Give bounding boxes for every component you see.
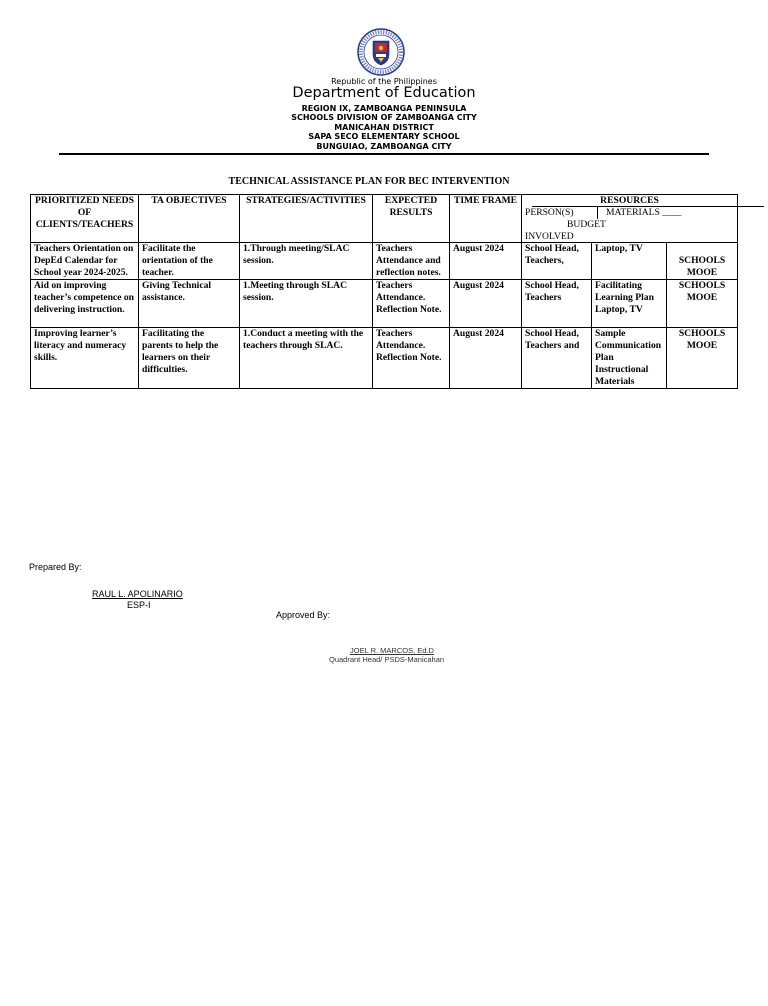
approver-name: JOEL R. MARCOS, Ed.D (350, 646, 434, 655)
cell-time: August 2024 (450, 328, 522, 389)
table-row (31, 328, 738, 389)
cell-expected: Teachers Attendance and reflection notes. (373, 243, 450, 280)
table-row (31, 243, 738, 280)
cell-strategies: 1.Meeting through SLAC session. (240, 280, 373, 328)
header-expected: EXPECTED RESULTS (373, 195, 450, 243)
cell-strategies: 1.Through meeting/SLAC session. (240, 243, 373, 280)
cell-time: August 2024 (450, 243, 522, 280)
cell-objectives: Facilitate the orientation of the teacher. (139, 243, 240, 280)
address-line: BUNGUIAO, ZAMBOANGA CITY (316, 142, 452, 151)
cell-time: August 2024 (450, 280, 522, 328)
cell-objectives: Giving Technical assistance. (139, 280, 240, 328)
table-row (31, 280, 738, 328)
cell-objectives: Facilitating the parents to help the learners on their difficulties. (139, 328, 240, 389)
cell-strategies: 1.Conduct a meeting with the teachers through SLAC. (240, 328, 373, 389)
region-line: REGION IX, ZAMBOANGA PENINSULA (301, 104, 467, 113)
cell-materials: Facilitating Learning Plan Laptop, TV (592, 280, 667, 328)
school-line: SAPA SECO ELEMENTARY SCHOOL (308, 132, 460, 141)
department-name: Department of Education (292, 85, 476, 101)
cell-needs: Teachers Orientation on DepEd Calendar for School year 2024-2025. (31, 243, 139, 280)
republic-label: Republic of the Philippines (331, 77, 437, 86)
district-line: MANICAHAN DISTRICT (334, 123, 434, 132)
deped-seal-logo (357, 28, 405, 76)
division-line: SCHOOLS DIVISION OF ZAMBOANGA CITY (291, 113, 477, 122)
prepared-by-label: Prepared By: (29, 562, 82, 572)
resources-materials: MATERIALS ____ (606, 207, 682, 218)
header-objectives: TA OBJECTIVES (139, 195, 240, 243)
cell-expected: Teachers Attendance. Reflection Note. (373, 280, 450, 328)
cell-materials: Laptop, TV (592, 243, 667, 280)
resources-persons: PERSON(S) (525, 207, 574, 218)
table-header-row (31, 195, 738, 243)
cell-needs: Improving learner’s literacy and numeracy skills. (31, 328, 139, 389)
cell-persons: School Head, Teachers, (522, 243, 592, 280)
resources-budget: BUDGET (567, 219, 606, 230)
approved-by-label: Approved By: (276, 610, 331, 620)
resources-title: RESOURCES (600, 195, 659, 206)
header-time: TIME FRAME (450, 195, 522, 243)
cell-needs: Aid on improving teacher’s competence on delivering instruction. (31, 280, 139, 328)
cell-budget: SCHOOLS MOOE (667, 328, 738, 389)
document-title: TECHNICAL ASSISTANCE PLAN FOR BEC INTERVENTION (228, 176, 510, 187)
preparer-name: RAUL L. APOLINARIO (92, 589, 183, 599)
cell-persons: School Head, Teachers (522, 280, 592, 328)
cell-materials: Sample Communication Plan Instructional Materials (592, 328, 667, 389)
resources-involved: INVOLVED (525, 231, 574, 242)
approver-title: Quadrant Head/ PSDS-Manicahan (329, 655, 445, 664)
header-strategies: STRATEGIES/ACTIVITIES (240, 195, 373, 243)
preparer-title: ESP-I (127, 600, 151, 610)
header-resources (522, 195, 738, 243)
cell-budget: SCHOOLS MOOE (667, 243, 738, 280)
cell-expected: Teachers Attendance. Reflection Note. (373, 328, 450, 389)
cell-persons: School Head, Teachers and (522, 328, 592, 389)
cell-budget: SCHOOLS MOOE (667, 280, 738, 328)
header-divider (59, 153, 709, 155)
ta-plan-table (30, 194, 738, 389)
header-needs: PRIORITIZED NEEDS OF CLIENTS/TEACHERS (31, 195, 139, 243)
resources-divider (597, 207, 598, 219)
